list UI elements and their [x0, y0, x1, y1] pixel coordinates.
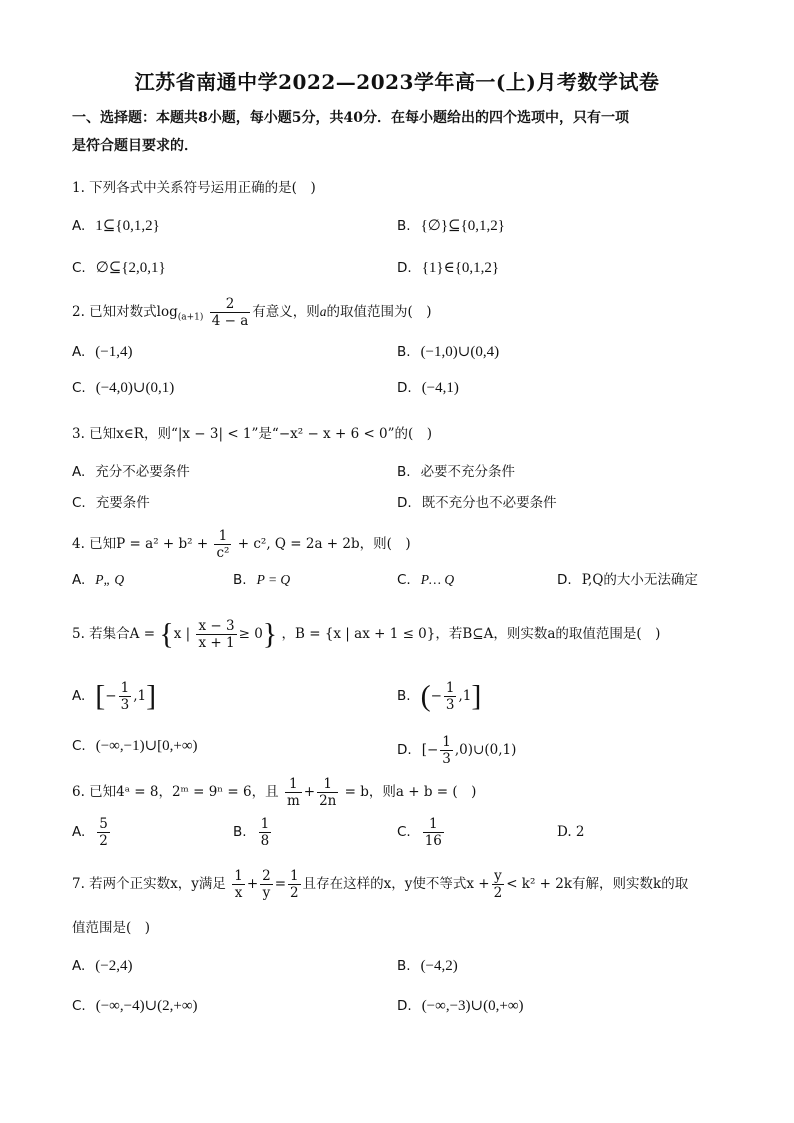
q4-option-b[interactable]: B. P = Q	[233, 572, 291, 588]
section-line-2: 是符合题目要求的．	[72, 138, 198, 154]
q3-option-c[interactable]: C. 充要条件	[72, 495, 150, 511]
question-6-stem: 6. 已知4ᵃ = 8，2ᵐ = 9ⁿ = 6，且 $\frac{1}{m}$ + $\frac{1}{2n}$ = b，则a + b = ( )	[72, 776, 477, 809]
q7-option-b[interactable]: B. (−4,2)	[397, 958, 458, 974]
q2-fraction: $\frac{2}{4 - a}$	[211, 296, 249, 329]
q2-option-a[interactable]: A. (−1,4)	[72, 344, 133, 360]
q2-option-c[interactable]: C. (−4,0)∪(0,1)	[72, 380, 175, 396]
question-4-stem: 4. 已知P = a² + b² + $\frac{1}{\text{c²}}$ + c², Q = 2a + 2b，则( )	[72, 528, 411, 561]
q7-option-d[interactable]: D. (−∞,−3)∪(0,+∞)	[397, 998, 524, 1014]
q4-option-c[interactable]: C. P… Q	[397, 572, 455, 588]
q3-option-a[interactable]: A. 充分不必要条件	[72, 464, 190, 480]
question-7-line-2: 值范围是( )	[72, 920, 151, 936]
q6-option-b[interactable]: B. $\frac{1}{8}$	[233, 816, 270, 849]
q5-option-a[interactable]: A. [− $\frac{1}{3}$ ,1]	[72, 679, 157, 713]
q4-fraction: $\frac{1}{\text{c²}}$	[216, 528, 230, 561]
q5-option-c[interactable]: C. (−∞,−1)∪[0,+∞)	[72, 738, 198, 754]
question-1-stem: 1. 下列各式中关系符号运用正确的是( )	[72, 180, 316, 196]
question-3-stem: 3. 已知x∈R，则“|x − 3| < 1”是“−x² − x + 6 < 0”的( )	[72, 426, 433, 442]
section-heading	[72, 104, 732, 160]
question-5-stem: 5. 若集合A = {x | $\frac{x - 3}{x + 1}$ ≥ 0} ，B = {x | ax + 1 ≤ 0}，若B⊆A，则实数a的取值范围是( )	[72, 617, 661, 651]
q6-option-c[interactable]: C. $\frac{1}{16}$	[397, 816, 442, 849]
q1-option-d[interactable]: D. {1}∈{0,1,2}	[397, 260, 500, 276]
q7-option-c[interactable]: C. (−∞,−4)∪(2,+∞)	[72, 998, 198, 1014]
q1-option-a[interactable]: A. 1⊆{0,1,2}	[72, 218, 160, 234]
q1-option-c[interactable]: C. ∅⊆{2,0,1}	[72, 260, 166, 276]
question-7-stem: 7. 若两个正实数x，y满足 $\frac{1}{x}$ + $\frac{2}{y}$ = $\frac{1}{2}$ 且存在这样的x，y使不等式x + $\frac{y}{2}$ < k² + 2k有解，则实数k的取	[72, 868, 689, 901]
question-2-stem: 2. 已知对数式$\log_{(a+1)}$ $\frac{2}{4 - a}$ 有意义，则a的取值范围为( )	[72, 296, 432, 329]
q3-option-d[interactable]: D. 既不充分也不必要条件	[397, 495, 557, 511]
q6-option-a[interactable]: A. $\frac{5}{2}$	[72, 816, 108, 849]
q3-option-b[interactable]: B. 必要不充分条件	[397, 464, 516, 480]
q2-option-d[interactable]: D. (−4,1)	[397, 380, 459, 396]
q5-fraction: $\frac{x - 3}{x + 1}$	[198, 618, 235, 651]
q4-option-a[interactable]: A. P„ Q	[72, 572, 125, 588]
q5-option-b[interactable]: B. (− $\frac{1}{3}$ ,1]	[397, 679, 482, 713]
q2-option-b[interactable]: B. (−1,0)∪(0,4)	[397, 344, 500, 360]
exam-title: 江苏省南通中学2022—2023学年高一(上)月考数学试卷	[134, 70, 660, 94]
q4-option-d[interactable]: D. P,Q的大小无法确定	[557, 572, 698, 588]
q6-option-d[interactable]: D. 2	[557, 824, 585, 840]
q7-option-a[interactable]: A. (−2,4)	[72, 958, 133, 974]
q5-option-d[interactable]: D. [− $\frac{1}{3}$ ,0)∪(0,1)	[397, 734, 517, 767]
q1-option-b[interactable]: B. {∅}⊆{0,1,2}	[397, 218, 505, 234]
section-line-1: 一、选择题：本题共8小题，每小题5分，共40分．在每小题给出的四个选项中，只有一项	[72, 110, 629, 126]
